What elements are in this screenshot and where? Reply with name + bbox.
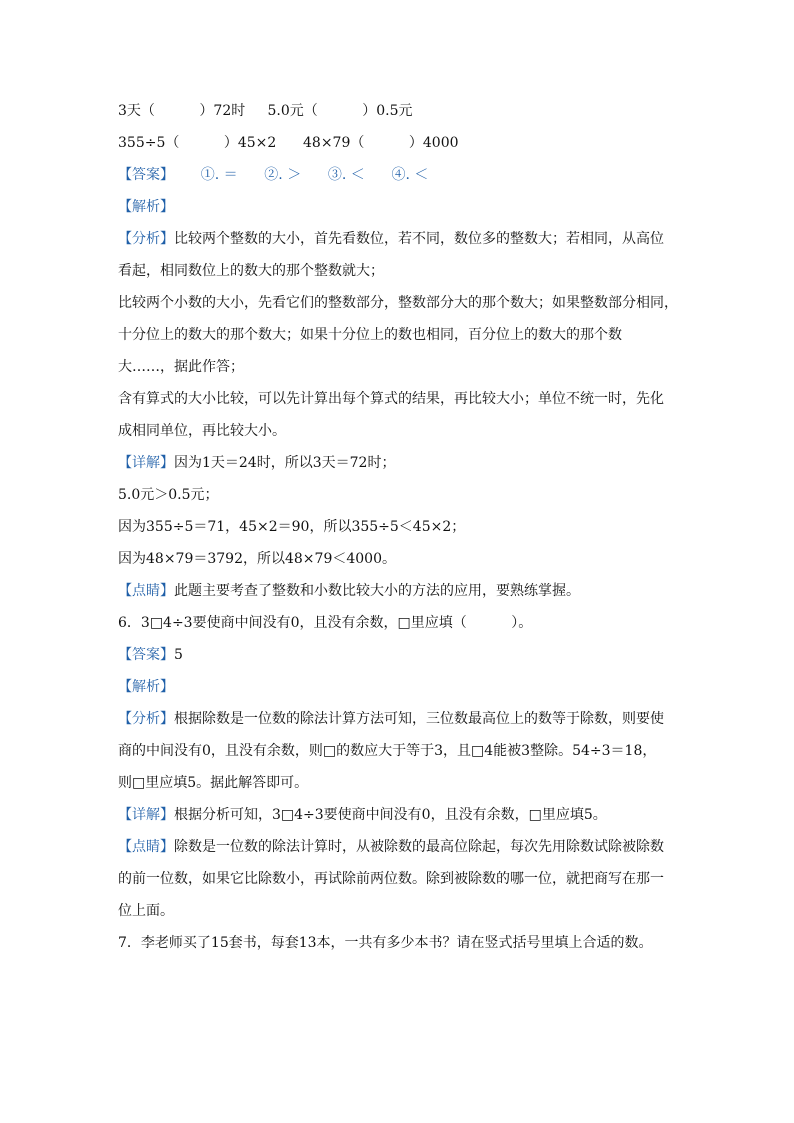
xiangjie-line-1: 【详解】因为1天＝24时，所以3天＝72时；: [118, 455, 396, 471]
question-7: 7．李老师买了15套书，每套13本，一共有多少本书？请在竖式括号里填上合适的数。: [118, 935, 653, 951]
dianjing-q6-line-1: 【点睛】除数是一位数的除法计算时，从被除数的最高位除起，每次先用除数试除被除数: [118, 839, 664, 855]
xiangjie-line-3: 因为355÷5＝71，45×2＝90，所以355÷5＜45×2；: [118, 519, 466, 535]
xiangjie-tag: 【详解】: [118, 807, 174, 823]
fenxi-line-4: 十分位上的数大的那个数大；如果十分位上的数也相同，百分位上的数大的那个数: [118, 327, 622, 343]
fenxi-line-1: 【分析】比较两个整数的大小，首先看数位，若不同，数位多的整数大；若相同，从高位: [118, 231, 664, 247]
dianjing-tag: 【点睛】: [118, 583, 174, 599]
analysis-header-q5: [118, 197, 174, 217]
xiangjie-line-4: 因为48×79＝3792，所以48×79＜4000。: [118, 551, 396, 567]
xiangjie-tag: 【详解】: [118, 455, 174, 471]
analysis-header-q6: [118, 677, 174, 697]
fenxi-line-2: 看起，相同数位上的数大的那个整数就大；: [118, 263, 384, 279]
dianjing-line-q5: 【点睛】此题主要考查了整数和小数比较大小的方法的应用，要熟练掌握。: [118, 583, 580, 599]
answer-tag: 【答案】: [118, 167, 174, 183]
answer-line-q5: 【答案】 ①. ＝ ②. ＞ ③. ＜ ④. ＜: [118, 167, 429, 183]
q5-line-time-money: 3天（ ）72时 5.0元（ ）0.5元: [118, 103, 413, 119]
xiangjie-q6-line: 【详解】根据分析可知，3□4÷3要使商中间没有0，且没有余数，□里应填5。: [118, 807, 607, 823]
fenxi-tag: 【分析】: [118, 711, 174, 727]
fenxi-line-5: 大……，据此作答；: [118, 359, 244, 375]
q5-line-expressions: 355÷5（ ）45×2 48×79（ ）4000: [118, 135, 459, 151]
answer-tag: 【答案】: [118, 647, 174, 663]
dianjing-tag: 【点睛】: [118, 839, 174, 855]
fenxi-q6-line-1: 【分析】根据除数是一位数的除法计算方法可知，三位数最高位上的数等于除数，则要使: [118, 711, 664, 727]
analysis-tag: 【解析】: [118, 199, 174, 215]
analysis-tag: 【解析】: [118, 679, 174, 695]
fenxi-tag: 【分析】: [118, 231, 174, 247]
fenxi-line-7: 成相同单位，再比较大小。: [118, 423, 286, 439]
dianjing-q6-line-3: 位上面。: [118, 903, 174, 919]
question-6: 6．3□4÷3要使商中间没有0，且没有余数，□里应填（ ）。: [118, 615, 533, 631]
fenxi-line-3: 比较两个小数的大小，先看它们的整数部分，整数部分大的那个数大；如果整数部分相同，: [118, 295, 678, 311]
fenxi-line-6: 含有算式的大小比较，可以先计算出每个算式的结果，再比较大小；单位不统一时，先化: [118, 391, 664, 407]
xiangjie-line-2: 5.0元＞0.5元；: [118, 487, 219, 503]
fenxi-q6-line-3: 则□里应填5。据此解答即可。: [118, 775, 309, 791]
answer-line-q6: 【答案】5: [118, 647, 183, 663]
fenxi-q6-line-2: 商的中间没有0，且没有余数，则□的数应大于等于3，且□4能被3整除。54÷3＝18，: [118, 743, 657, 759]
dianjing-q6-line-2: 的前一位数，如果它比除数小，再试除前两位数。除到被除数的哪一位，就把商写在那一: [118, 871, 664, 887]
